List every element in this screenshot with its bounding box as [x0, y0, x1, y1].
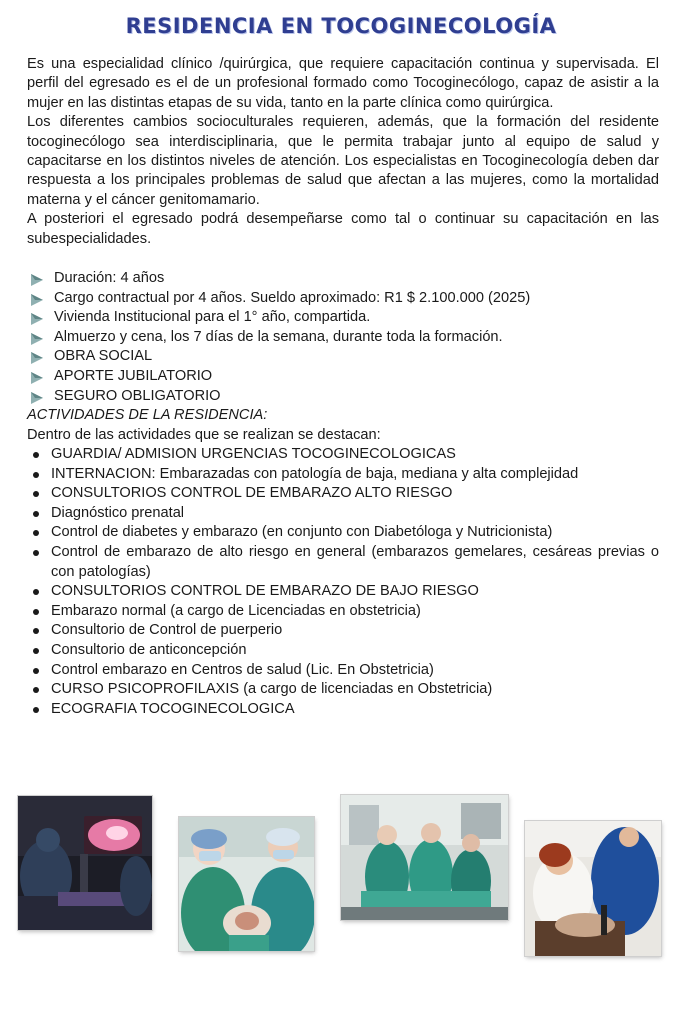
- features-item-text: Cargo contractual por 4 años. Sueldo aproximado: R1 $ 2.100.000 (2025): [54, 289, 531, 306]
- features-item: [27, 347, 659, 367]
- activities-item-text: Control de diabetes y embarazo (en conjunto con Diabetóloga y Nutricionista): [51, 524, 553, 541]
- main-content: [27, 55, 659, 719]
- photo-operating-room: [341, 795, 508, 920]
- paragraph-1: Es una especialidad clínico /quirúrgica, que requiere capacitación continua y supervisada. El perfil del egresado es el de un profesional formado como Tocoginecólogo, capaz de asistir a la mujer en las distintas etapas de su vida, tanto en la parte clínica como quirúrgica.: [27, 56, 659, 111]
- features-list: [27, 269, 659, 406]
- bullet-dot-icon: [33, 628, 39, 634]
- activities-item-text: CONSULTORIOS CONTROL DE EMBARAZO DE BAJO RIESGO: [51, 583, 479, 600]
- arrow-bullet-icon: [30, 371, 44, 385]
- features-item-text: Almuerzo y cena, los 7 días de la semana, durante toda la formación.: [54, 328, 503, 345]
- features-item: [27, 308, 659, 328]
- activities-item: [27, 543, 659, 582]
- features-item: [27, 269, 659, 289]
- activities-item-text: Control de embarazo de alto riesgo en general (embarazos gemelares, cesáreas previas o con patologías): [51, 544, 659, 580]
- activities-item: [27, 700, 659, 720]
- bullet-dot-icon: [33, 589, 39, 595]
- activities-item-text: CURSO PSICOPROFILAXIS (a cargo de licenciadas en Obstetricia): [51, 681, 493, 698]
- activities-intro: Dentro de las actividades que se realizan se destacan:: [27, 426, 381, 443]
- activities-item-text: Diagnóstico prenatal: [51, 504, 185, 521]
- page-title: RESIDENCIA EN TOCOGINECOLOGÍA: [125, 14, 557, 38]
- photo-laparoscopy: [18, 796, 152, 930]
- features-item: [27, 387, 659, 407]
- arrow-bullet-icon: [30, 351, 44, 365]
- activities-item: [27, 641, 659, 661]
- activities-item: [27, 484, 659, 504]
- activities-item-text: ECOGRAFIA TOCOGINECOLOGICA: [51, 700, 295, 717]
- activities-item: [27, 661, 659, 681]
- bullet-dot-icon: [33, 530, 39, 536]
- activities-list: [27, 445, 659, 719]
- activities-item: [27, 621, 659, 641]
- features-item-text: Vivienda Institucional para el 1° año, compartida.: [54, 309, 371, 326]
- activities-item-text: Consultorio de anticoncepción: [51, 641, 247, 658]
- bullet-dot-icon: [33, 511, 39, 517]
- features-item-text: OBRA SOCIAL: [54, 348, 153, 365]
- bullet-dot-icon: [33, 668, 39, 674]
- bullet-dot-icon: [33, 648, 39, 654]
- activities-heading: ACTIVIDADES DE LA RESIDENCIA:: [27, 407, 268, 424]
- photo-surgery-team: [179, 817, 314, 951]
- arrow-bullet-icon: [30, 332, 44, 346]
- activities-item-text: INTERNACION: Embarazadas con patología de baja, mediana y alta complejidad: [51, 465, 579, 482]
- arrow-bullet-icon: [30, 312, 44, 326]
- activities-item-text: Embarazo normal (a cargo de Licenciadas en obstetricia): [51, 602, 421, 619]
- activities-item: [27, 504, 659, 524]
- paragraph-3: A posteriori el egresado podrá desempeñarse como tal o continuar su capacitación en las subespecialidades.: [27, 211, 659, 247]
- photo-examination: [525, 821, 661, 956]
- activities-item: [27, 465, 659, 485]
- activities-item: [27, 602, 659, 622]
- activities-item-text: Consultorio de Control de puerperio: [51, 622, 283, 639]
- features-item-text: APORTE JUBILATORIO: [54, 368, 213, 385]
- bullet-dot-icon: [33, 491, 39, 497]
- activities-item-text: CONSULTORIOS CONTROL DE EMBARAZO ALTO RIESGO: [51, 485, 453, 502]
- bullet-dot-icon: [33, 550, 39, 556]
- features-item: [27, 328, 659, 348]
- features-item: [27, 367, 659, 387]
- activities-item-text: GUARDIA/ ADMISION URGENCIAS TOCOGINECOLOGICAS: [51, 446, 456, 463]
- activities-item: [27, 523, 659, 543]
- bullet-dot-icon: [33, 687, 39, 693]
- bullet-dot-icon: [33, 452, 39, 458]
- activities-item: [27, 445, 659, 465]
- bullet-dot-icon: [33, 609, 39, 615]
- features-item-text: SEGURO OBLIGATORIO: [54, 387, 221, 404]
- features-item-text: Duración: 4 años: [54, 270, 165, 287]
- features-item: [27, 289, 659, 309]
- activities-item-text: Control embarazo en Centros de salud (Lic. En Obstetricia): [51, 661, 434, 678]
- arrow-bullet-icon: [30, 273, 44, 287]
- arrow-bullet-icon: [30, 391, 44, 405]
- activities-item: [27, 680, 659, 700]
- activities-item: [27, 582, 659, 602]
- bullet-dot-icon: [33, 472, 39, 478]
- bullet-dot-icon: [33, 707, 39, 713]
- paragraph-2: Los diferentes cambios socioculturales requieren, además, que la formación del residente tocoginecólogo sea interdisciplinaria, que le permita trabajar junto al equipo de salud y capacitarse en los distintos niveles de atención. Los especialistas en Tocoginecología deben dar respuesta a los principales problemas de salud que afectan a las mujeres, como la mortalidad materna y el cáncer genitomamario.: [27, 114, 659, 208]
- arrow-bullet-icon: [30, 293, 44, 307]
